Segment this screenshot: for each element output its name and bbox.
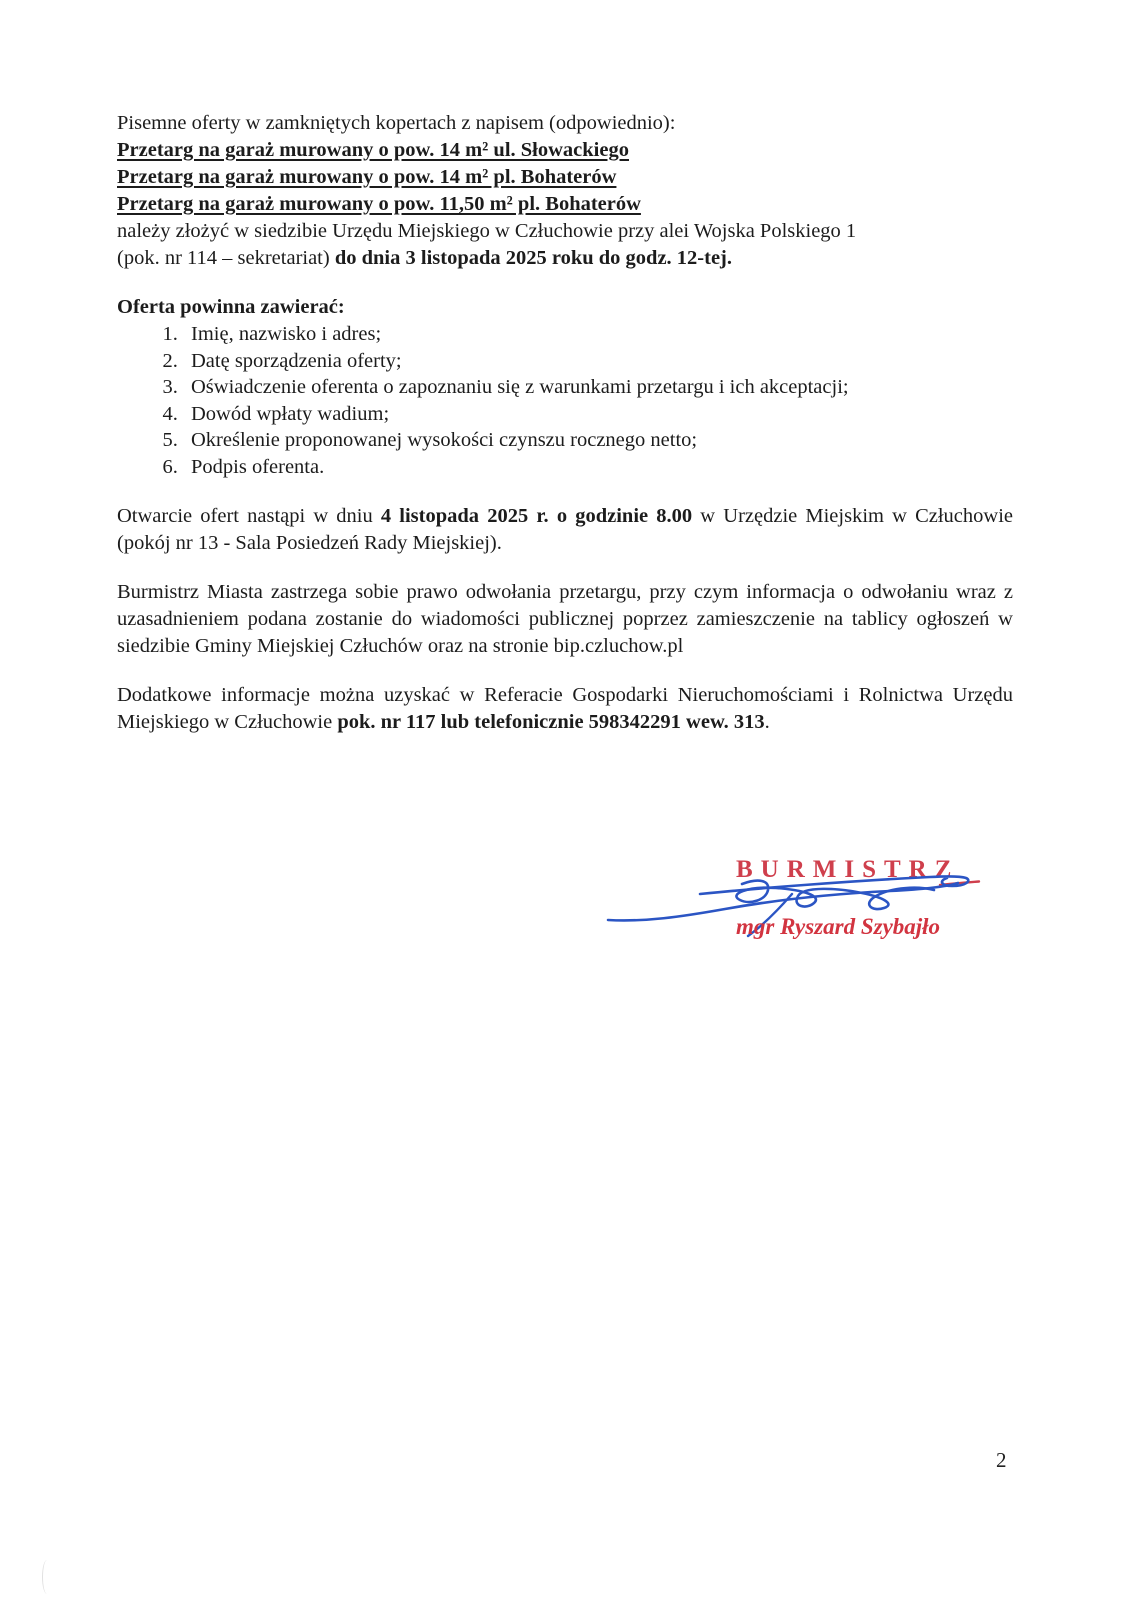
info-contact: pok. nr 117 lub telefonicznie 598342291 wew. 313 xyxy=(337,710,765,733)
list-item-signature: 6. Podpis oferenta. xyxy=(183,454,1013,481)
tender-heading-slowackiego: Przetarg na garaż murowany o pow. 14 m² ul. Słowackiego xyxy=(117,139,629,161)
submit-location-line: należy złożyć w siedzibie Urzędu Miejskiego w Człuchowie przy alei Wojska Polskiego 1 xyxy=(117,220,857,242)
submit-room: (pok. nr 114 – sekretariat) xyxy=(117,247,335,269)
mayor-title-stamp: BURMISTRZ xyxy=(736,856,960,883)
offer-requirements-heading: Oferta powinna zawierać: xyxy=(117,296,345,318)
offer-requirements-list xyxy=(117,321,1013,481)
submit-deadline-line xyxy=(117,245,1013,272)
list-item-deposit-proof: 4. Dowód wpłaty wadium; xyxy=(183,401,1013,428)
intro-lead: Pisemne oferty w zamkniętych kopertach z napisem (odpowiednio): xyxy=(117,112,676,134)
list-item-name-address: 1. Imię, nazwisko i adres; xyxy=(183,321,1013,348)
opening-datetime: 4 listopada 2025 r. o godzinie 8.00 xyxy=(380,504,693,527)
list-item-declaration: 3. Oświadczenie oferenta o zapoznaniu się z warunkami przetargu i ich akceptacji; xyxy=(183,374,1013,401)
info-post: . xyxy=(764,710,770,733)
tender-heading-bohaterow-14: Przetarg na garaż murowany o pow. 14 m² pl. Bohaterów xyxy=(117,166,617,188)
cancellation-paragraph: Burmistrz Miasta zastrzega sobie prawo odwołania przetargu, przy czym informacja o odwołaniu wraz z uzasadnieniem podana zostanie do wiadomości publicznej poprzez zamieszczenie na tablicy ogłoszeń w siedzibie Gminy Miejskiej Człuchów oraz na stronie bip.czluchow.pl xyxy=(117,580,1013,657)
list-item-proposed-rent: 5. Określenie proponowanej wysokości czynszu rocznego netto; xyxy=(183,427,1013,454)
mayor-name-stamp: mgr Ryszard Szybajło xyxy=(736,914,941,939)
opening-pre: Otwarcie ofert nastąpi w dniu xyxy=(117,504,381,527)
signature-block xyxy=(600,838,990,948)
tender-heading-bohaterow-1150: Przetarg na garaż murowany o pow. 11,50 m² pl. Bohaterów xyxy=(117,193,641,215)
document-body xyxy=(117,110,1013,736)
submit-deadline: do dnia 3 listopada 2025 roku do godz. 12-tej. xyxy=(334,247,733,269)
list-item-offer-date: 2. Datę sporządzenia oferty; xyxy=(183,348,1013,375)
info-paragraph xyxy=(117,682,1013,736)
scan-edge-artifact xyxy=(42,1560,52,1594)
info-pre: Dodatkowe informacje można uzyskać w Referacie Gospodarki Nieruchomościami i Rolnictwa Urzędu Miejskiego w Człuchowie xyxy=(117,683,1013,733)
opening-post: w Urzędzie Miejskim w Człuchowie (pokój nr 13 - Sala Posiedzeń Rady Miejskiej). xyxy=(117,504,1013,554)
page-number: 2 xyxy=(996,1448,1007,1472)
opening-paragraph xyxy=(117,503,1013,557)
